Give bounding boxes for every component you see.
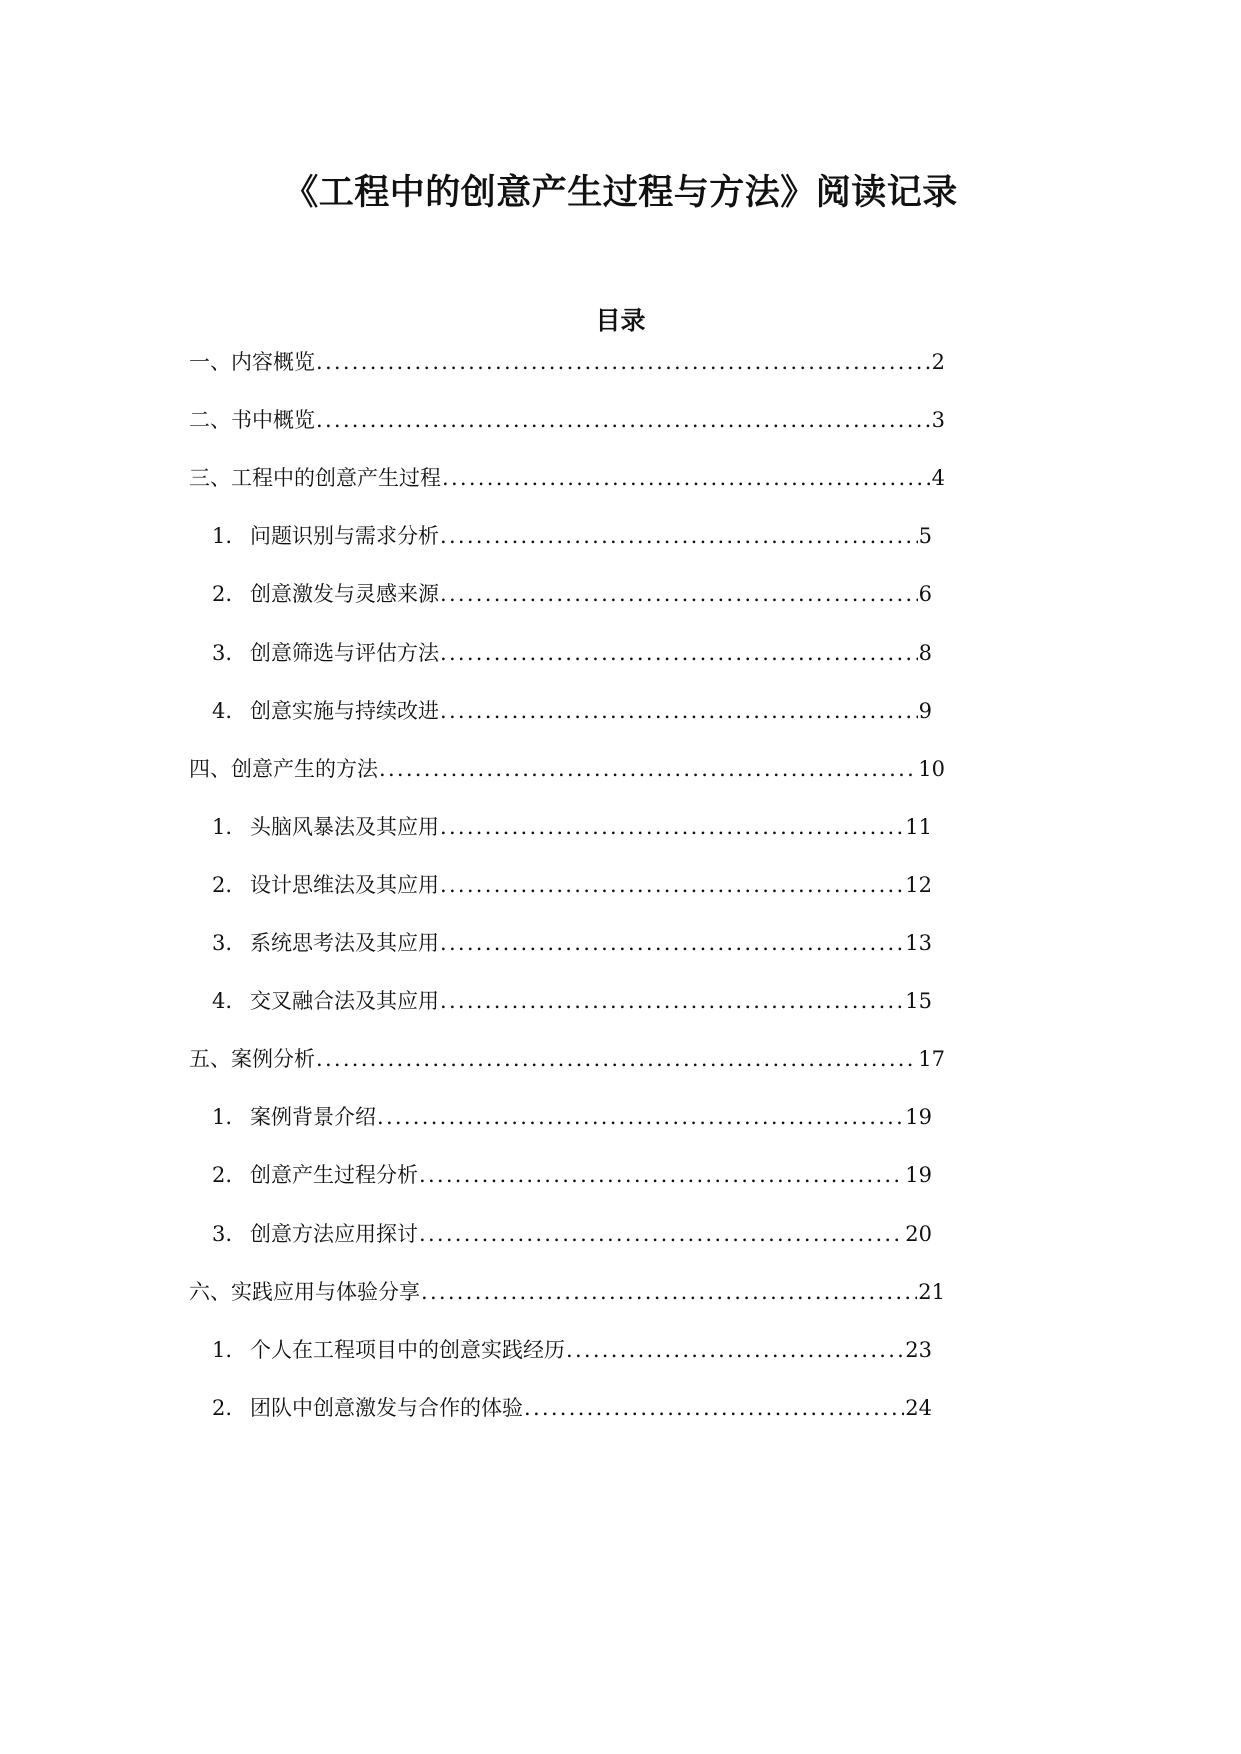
- toc-entry[interactable]: [212, 869, 932, 901]
- toc-dot-leader: [440, 578, 918, 610]
- toc-entry-page-number: 21: [918, 1280, 945, 1304]
- toc-entry[interactable]: [212, 1392, 932, 1424]
- toc-dot-leader: [442, 462, 931, 494]
- toc-entry-number: 2.: [212, 1163, 233, 1187]
- toc-dot-leader: [440, 811, 904, 843]
- toc-entry[interactable]: [212, 520, 932, 552]
- toc-entry-title: 创意产生过程分析: [250, 1163, 418, 1187]
- toc-entry-page-number: 4: [931, 466, 945, 490]
- toc-entry[interactable]: [189, 404, 945, 436]
- toc-entry-number: 3.: [212, 931, 233, 955]
- toc-entry-number: 1.: [212, 524, 233, 548]
- toc-entry-number: 2.: [212, 582, 233, 606]
- toc-entry-page-number: 23: [905, 1338, 932, 1362]
- toc-entry[interactable]: [189, 462, 945, 494]
- toc-entry-page-number: 12: [905, 873, 932, 897]
- toc-dot-leader: [440, 927, 904, 959]
- toc-entry-title: 三、工程中的创意产生过程: [189, 466, 441, 490]
- toc-entry-title: 问题识别与需求分析: [250, 524, 439, 548]
- document-title: 《工程中的创意产生过程与方法》阅读记录: [283, 173, 958, 214]
- toc-entry-number: 3.: [212, 1222, 233, 1246]
- toc-entry-page-number: 19: [905, 1163, 932, 1187]
- toc-entry-title: 头脑风暴法及其应用: [250, 815, 439, 839]
- toc-entry[interactable]: [189, 753, 945, 785]
- toc-entry-number: 1.: [212, 815, 233, 839]
- toc-entry[interactable]: [189, 346, 945, 378]
- toc-entry-title: 设计思维法及其应用: [250, 873, 439, 897]
- toc-entry-title: 二、书中概览: [189, 408, 315, 432]
- toc-entry-number: 2.: [212, 1396, 233, 1420]
- toc-entry-page-number: 20: [905, 1222, 932, 1246]
- toc-entry-number: 3.: [212, 641, 233, 665]
- toc-entry[interactable]: [212, 637, 932, 669]
- toc-entry-title: 五、案例分析: [189, 1047, 315, 1071]
- toc-entry-number: 2.: [212, 873, 233, 897]
- toc-entry-title: 团队中创意激发与合作的体验: [250, 1396, 523, 1420]
- toc-entry[interactable]: [212, 578, 932, 610]
- toc-entry-number: 4.: [212, 699, 233, 723]
- toc-dot-leader: [377, 1101, 904, 1133]
- toc-entry-title: 创意实施与持续改进: [250, 699, 439, 723]
- toc-entry-page-number: 2: [931, 350, 945, 374]
- toc-dot-leader: [440, 695, 918, 727]
- toc-entry-title: 四、创意产生的方法: [189, 757, 378, 781]
- toc-dot-leader: [524, 1392, 904, 1424]
- toc-entry-page-number: 9: [918, 699, 932, 723]
- toc-entry-page-number: 10: [918, 757, 945, 781]
- toc-entry[interactable]: [212, 811, 932, 843]
- toc-entry-page-number: 19: [905, 1105, 932, 1129]
- toc-entry[interactable]: [212, 1101, 932, 1133]
- toc-entry-title: 交叉融合法及其应用: [250, 989, 439, 1013]
- toc-entry[interactable]: [212, 985, 932, 1017]
- toc-entry[interactable]: [212, 1334, 932, 1366]
- toc-entry-page-number: 24: [905, 1396, 932, 1420]
- toc-entry[interactable]: [212, 1159, 932, 1191]
- toc-entry-page-number: 6: [918, 582, 932, 606]
- toc-entry-page-number: 3: [931, 408, 945, 432]
- toc-entry-title: 六、实践应用与体验分享: [189, 1280, 420, 1304]
- toc-dot-leader: [440, 985, 904, 1017]
- toc-dot-leader: [566, 1334, 904, 1366]
- toc-entry-title: 个人在工程项目中的创意实践经历: [250, 1338, 565, 1362]
- toc-entry-title: 案例背景介绍: [250, 1105, 376, 1129]
- toc-dot-leader: [419, 1159, 904, 1191]
- toc-entry-number: 1.: [212, 1338, 233, 1362]
- toc-dot-leader: [316, 346, 931, 378]
- toc-entry-title: 一、内容概览: [189, 350, 315, 374]
- toc-entry-page-number: 11: [905, 815, 932, 839]
- toc-entry[interactable]: [212, 1218, 932, 1250]
- toc-dot-leader: [421, 1276, 917, 1308]
- toc-entry[interactable]: [212, 927, 932, 959]
- toc-entry[interactable]: [212, 695, 932, 727]
- toc-entry-page-number: 17: [918, 1047, 945, 1071]
- toc-entry-page-number: 5: [918, 524, 932, 548]
- toc-entry[interactable]: [189, 1276, 945, 1308]
- toc-entry-title: 创意筛选与评估方法: [250, 641, 439, 665]
- toc-dot-leader: [316, 1043, 917, 1075]
- toc-entry-page-number: 15: [905, 989, 932, 1013]
- toc-entry-title: 创意激发与灵感来源: [250, 582, 439, 606]
- toc-entry-page-number: 8: [918, 641, 932, 665]
- toc-dot-leader: [440, 869, 904, 901]
- toc-dot-leader: [316, 404, 931, 436]
- toc-entry-number: 4.: [212, 989, 233, 1013]
- toc-dot-leader: [440, 637, 918, 669]
- toc-entry[interactable]: [189, 1043, 945, 1075]
- toc-heading: 目录: [595, 305, 646, 335]
- toc-dot-leader: [440, 520, 918, 552]
- toc-entry-page-number: 13: [905, 931, 932, 955]
- toc-dot-leader: [379, 753, 917, 785]
- toc-dot-leader: [419, 1218, 904, 1250]
- toc-entry-title: 系统思考法及其应用: [250, 931, 439, 955]
- toc-entry-title: 创意方法应用探讨: [250, 1222, 418, 1246]
- toc-entry-number: 1.: [212, 1105, 233, 1129]
